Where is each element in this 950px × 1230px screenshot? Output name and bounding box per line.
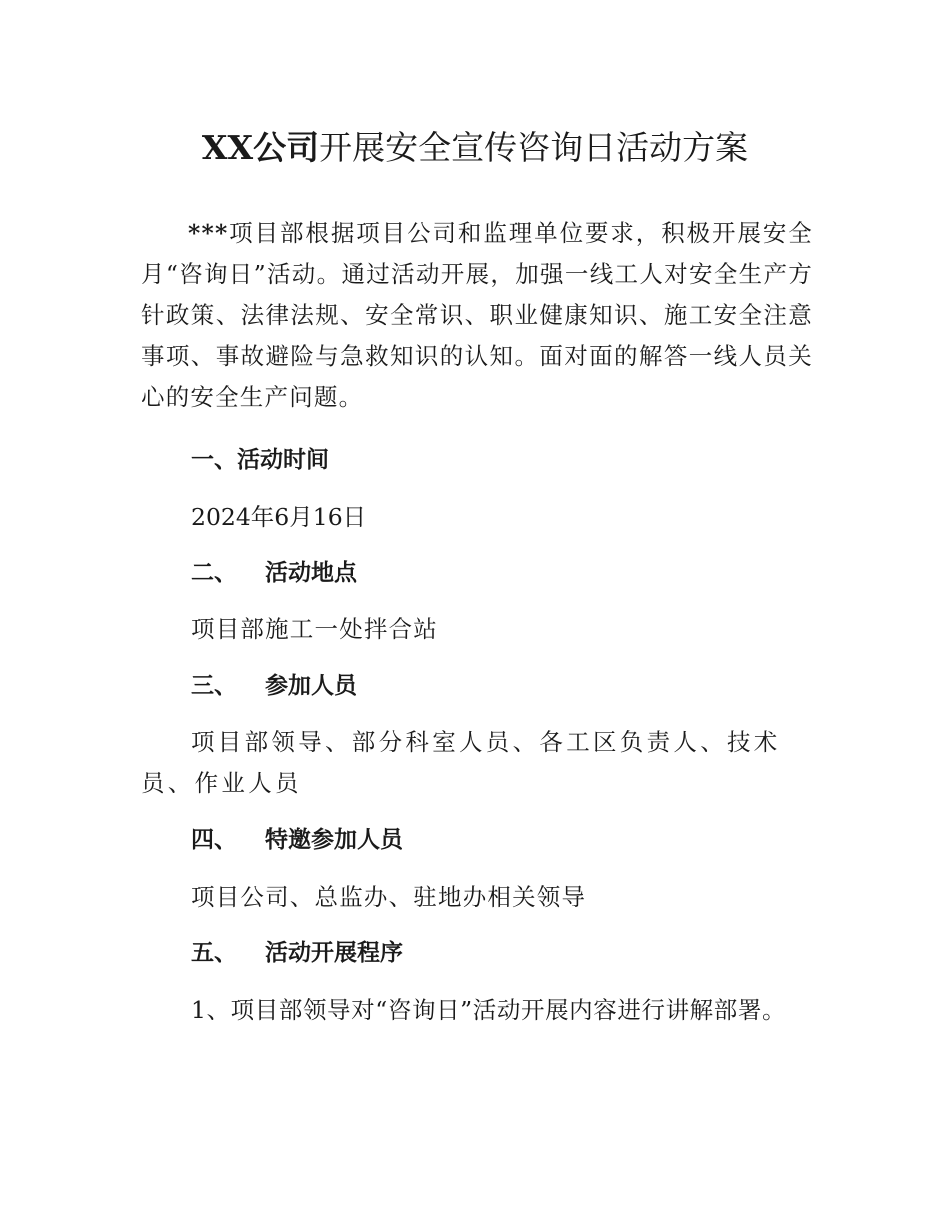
- section-number: 四、: [191, 826, 237, 853]
- section-number: 五、: [191, 939, 237, 966]
- title-text: 开展安全宣传咨询日活动方案: [319, 128, 749, 167]
- section-heading-location: [191, 557, 357, 589]
- document-title: [0, 126, 950, 170]
- title-company: XX公司: [201, 128, 320, 167]
- section-content-time: 2024年6月16日: [191, 503, 367, 531]
- intro-paragraph: [141, 213, 813, 418]
- section-number: 一、: [191, 446, 237, 473]
- section-content-participants: 项目部领导、部分科室人员、各工区负责人、技术员、作业人员: [141, 728, 781, 797]
- section-content-procedure: 1、项目部领导对“咨询日”活动开展内容进行讲解部署。: [191, 996, 787, 1024]
- intro-stars: ***: [188, 219, 229, 247]
- section-heading-participants: [191, 670, 357, 702]
- section-number: 三、: [191, 672, 237, 699]
- section-title: 活动地点: [265, 559, 357, 586]
- section-title: 特邀参加人员: [265, 826, 403, 853]
- section-content-location: 项目部施工一处拌合站: [191, 615, 438, 643]
- section-title: 活动开展程序: [265, 939, 403, 966]
- section-title: 活动时间: [237, 446, 329, 473]
- section-heading-time: [191, 444, 329, 476]
- section-title: 参加人员: [265, 672, 357, 699]
- section-content-guests: 项目公司、总监办、驻地办相关领导: [191, 883, 587, 911]
- section-number: 二、: [191, 559, 237, 586]
- section-heading-procedure: [191, 937, 403, 969]
- section-heading-guests: [191, 824, 403, 856]
- intro-text: 项目部根据项目公司和监理单位要求，积极开展安全月“咨询日”活动。通过活动开展，加强一线工人对安全生产方针政策、法律法规、安全常识、职业健康知识、施工安全注意事项、事故避险与急救知识的认知。面对面的解答一线人员关心的安全生产问题。: [141, 219, 813, 411]
